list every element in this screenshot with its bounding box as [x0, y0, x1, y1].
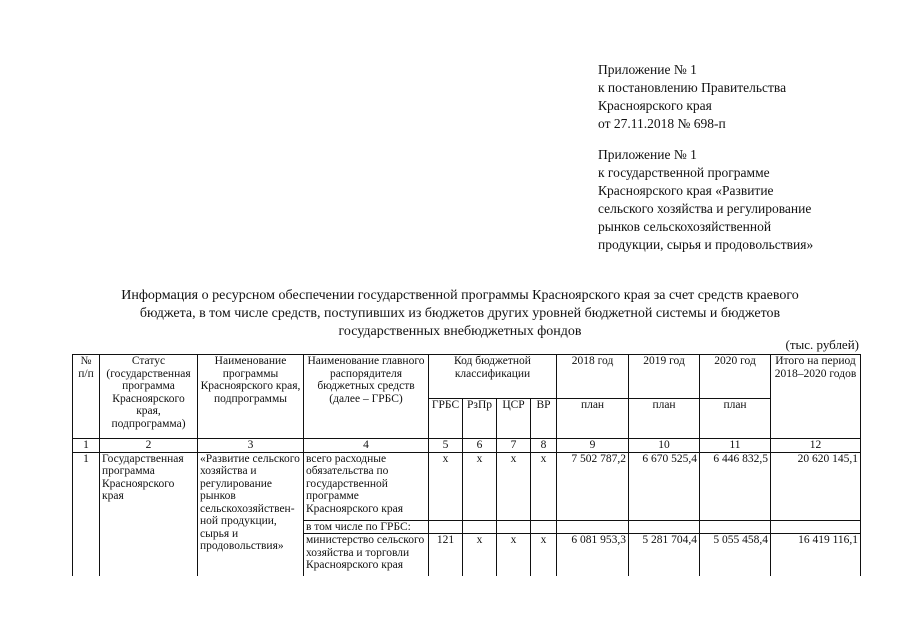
row-csr: х	[497, 452, 531, 520]
document-title	[60, 287, 860, 341]
header-code-group: Код бюджетной классификации	[429, 355, 557, 399]
row-vr	[531, 520, 557, 534]
row-2020	[700, 520, 771, 534]
units-label: (тыс. рублей)	[785, 337, 859, 352]
header-rzpr: РзПр	[463, 399, 497, 439]
column-number-row	[73, 439, 861, 453]
row-vr: х	[531, 452, 557, 520]
row-total: 16 419 116,1	[771, 534, 861, 576]
column-number: 3	[198, 439, 304, 453]
appendix-line: рынков сельскохозяйственной	[598, 219, 772, 234]
header-grbs-name: Наименование главного распорядителя бюджетных средств (далее – ГРБС)	[304, 355, 429, 439]
row-2018	[557, 520, 629, 534]
header-num: № п/п	[73, 355, 100, 439]
row-2019: 5 281 704,4	[629, 534, 700, 576]
title-line: государственных внебюджетных фондов	[338, 324, 582, 339]
column-number: 6	[463, 439, 497, 453]
row-status: Государственная программа Красноярского края	[100, 452, 198, 576]
appendix-resolution	[598, 61, 786, 133]
appendix-line: Приложение № 1	[598, 147, 697, 162]
column-number: 1	[73, 439, 100, 453]
column-number: 2	[100, 439, 198, 453]
header-2018: 2018 год	[557, 355, 629, 399]
header-vr: ВР	[531, 399, 557, 439]
row-grbs: х	[429, 452, 463, 520]
row-rzpr	[463, 520, 497, 534]
column-number: 10	[629, 439, 700, 453]
appendix-line: продукции, сырья и продовольствия»	[598, 237, 814, 252]
row-total	[771, 520, 861, 534]
resource-table	[72, 354, 861, 576]
header-status: Статус (государственная программа Красноярского края, подпрограмма)	[100, 355, 198, 439]
column-number: 9	[557, 439, 629, 453]
appendix-line: к постановлению Правительства	[598, 80, 787, 95]
row-2018: 7 502 787,2	[557, 452, 629, 520]
header-grbs: ГРБС	[429, 399, 463, 439]
header-row	[73, 355, 861, 399]
row-program-name: «Развитие сельского хозяйства и регулирование рынков сельскохозяйствен-ной продукции, сырья и продовольствия»	[198, 452, 304, 576]
header-program-name: Наименование программы Красноярского края, подпрограммы	[198, 355, 304, 439]
title-line: бюджета, в том числе средств, поступивших из бюджетов других уровней бюджетной системы и бюджетов	[139, 306, 781, 321]
row-rzpr: х	[463, 534, 497, 576]
title-line: Информация о ресурсном обеспечении государственной программы Красноярского края за счет средств краевого	[121, 288, 799, 303]
row-2019: 6 670 525,4	[629, 452, 700, 520]
appendix-line: к государственной программе	[598, 165, 770, 180]
row-grbs	[429, 520, 463, 534]
appendix-line: Приложение № 1	[598, 62, 697, 77]
column-number: 5	[429, 439, 463, 453]
row-grbs: 121	[429, 534, 463, 576]
header-csr: ЦСР	[497, 399, 531, 439]
row-2018: 6 081 953,3	[557, 534, 629, 576]
appendix-line: Красноярского края	[598, 98, 712, 113]
row-2020: 5 055 458,4	[700, 534, 771, 576]
header-plan-2019: план	[629, 399, 700, 439]
row-total: 20 620 145,1	[771, 452, 861, 520]
column-number: 8	[531, 439, 557, 453]
row-2020: 6 446 832,5	[700, 452, 771, 520]
appendix-program	[598, 146, 813, 254]
row-rzpr: х	[463, 452, 497, 520]
row-csr: х	[497, 534, 531, 576]
row-grbs-name: в том числе по ГРБС:	[304, 520, 429, 534]
header-2019: 2019 год	[629, 355, 700, 399]
row-vr: х	[531, 534, 557, 576]
header-plan-2020: план	[700, 399, 771, 439]
column-number: 12	[771, 439, 861, 453]
row-num: 1	[73, 452, 100, 576]
header-plan-2018: план	[557, 399, 629, 439]
appendix-line: Красноярского края «Развитие	[598, 183, 774, 198]
column-number: 7	[497, 439, 531, 453]
column-number: 11	[700, 439, 771, 453]
row-2019	[629, 520, 700, 534]
row-grbs-name: министерство сельского хозяйства и торговли Красноярского края	[304, 534, 429, 576]
appendix-line: от 27.11.2018 № 698-п	[598, 116, 726, 131]
appendix-line: сельского хозяйства и регулирование	[598, 201, 812, 216]
table-row	[73, 452, 861, 520]
column-number: 4	[304, 439, 429, 453]
header-total: Итого на период 2018–2020 годов	[771, 355, 861, 439]
header-2020: 2020 год	[700, 355, 771, 399]
row-grbs-name: всего расходные обязательства по государственной программе Красноярского края	[304, 452, 429, 520]
row-csr	[497, 520, 531, 534]
